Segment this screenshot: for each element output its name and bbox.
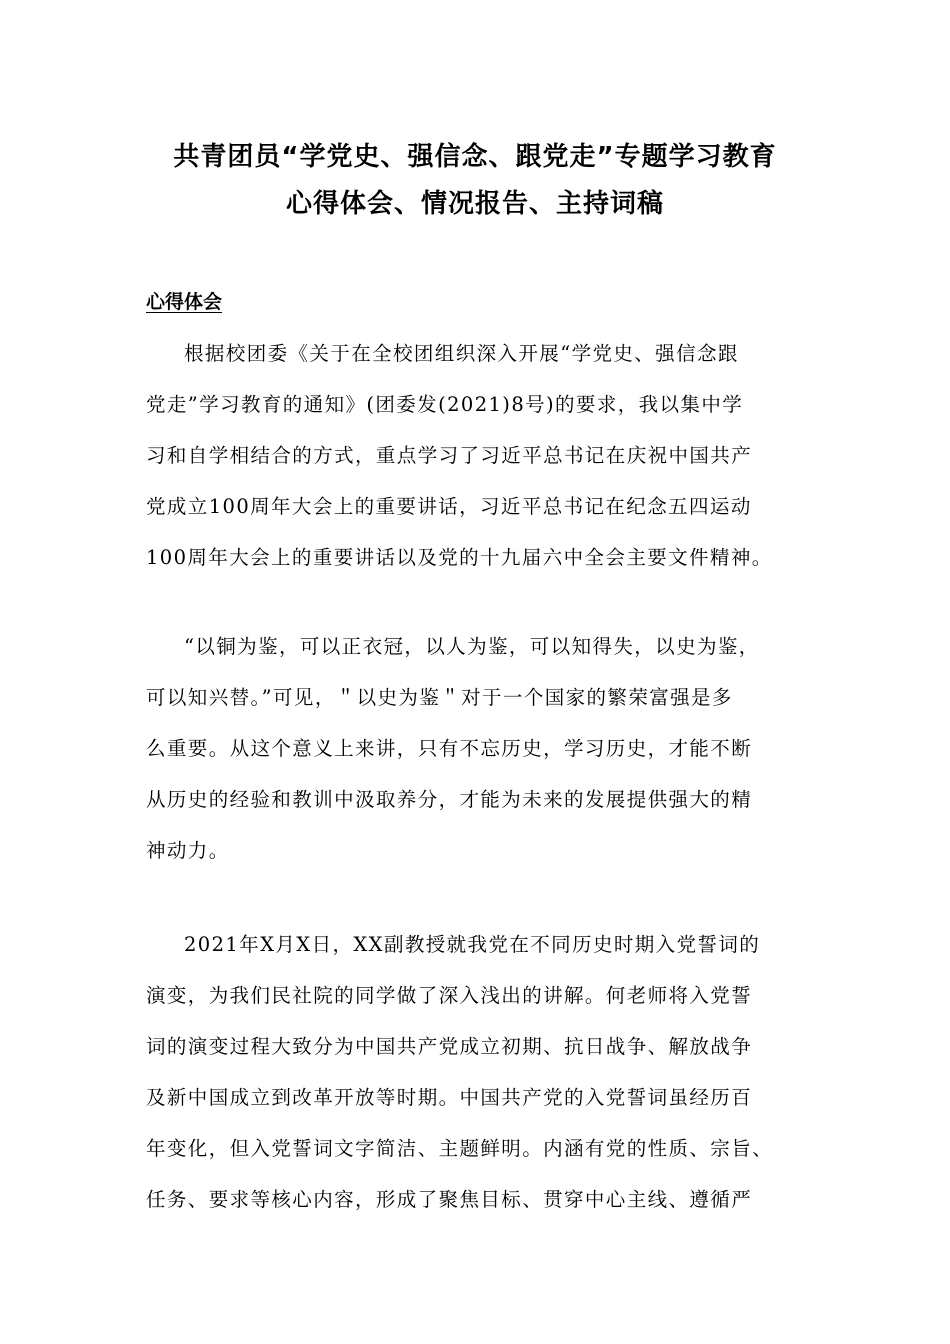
paragraph-line: 年变化，但入党誓词文字简洁、主题鲜明。内涵有党的性质、宗旨、 <box>146 1137 774 1160</box>
paragraph-line: 么重要。从这个意义上来讲，只有不忘历史，学习历史，才能不断 <box>146 737 753 760</box>
paragraph-line: 习和自学相结合的方式，重点学习了习近平总书记在庆祝中国共产 <box>146 444 753 467</box>
paragraph-1 <box>146 328 826 583</box>
paragraph-line: 可以知兴替。”可见，＂以史为鉴＂对于一个国家的繁荣富强是多 <box>146 686 733 709</box>
paragraph-line: “以铜为鉴，可以正衣冠，以人为鉴，可以知得失，以史为鉴， <box>184 635 760 658</box>
paragraph-line: 词的演变过程大致分为中国共产党成立初期、抗日战争、解放战争 <box>146 1035 753 1058</box>
section-heading: 心得体会 <box>146 291 223 313</box>
paragraph-3 <box>146 919 826 1225</box>
paragraph-2 <box>146 621 826 876</box>
paragraph-line: 党走”学习教育的通知》(团委发(2021)8号)的要求，我以集中学 <box>146 393 744 416</box>
paragraph-line: 100周年大会上的重要讲话以及党的十九届六中全会主要文件精神。 <box>146 546 773 569</box>
paragraph-line: 神动力。 <box>146 839 230 862</box>
paragraph-line: 2021年X月X日，XX副教授就我党在不同历史时期入党誓词的 <box>184 933 761 956</box>
document-title-line-1: 共青团员“学党史、强信念、跟党走”专题学习教育 <box>173 142 777 172</box>
paragraph-line: 演变，为我们民社院的同学做了深入浅出的讲解。何老师将入党誓 <box>146 984 753 1007</box>
document-title-line-2: 心得体会、情况报告、主持词稿 <box>285 189 664 219</box>
paragraph-line: 党成立100周年大会上的重要讲话，习近平总书记在纪念五四运动 <box>146 495 752 518</box>
paragraph-line: 及新中国成立到改革开放等时期。中国共产党的入党誓词虽经历百 <box>146 1086 753 1109</box>
paragraph-line: 任务、要求等核心内容，形成了聚焦目标、贯穿中心主线、遵循严 <box>146 1188 753 1211</box>
paragraph-line: 从历史的经验和教训中汲取养分，才能为未来的发展提供强大的精 <box>146 788 753 811</box>
paragraph-line: 根据校团委《关于在全校团组织深入开展“学党史、强信念跟 <box>184 342 739 365</box>
